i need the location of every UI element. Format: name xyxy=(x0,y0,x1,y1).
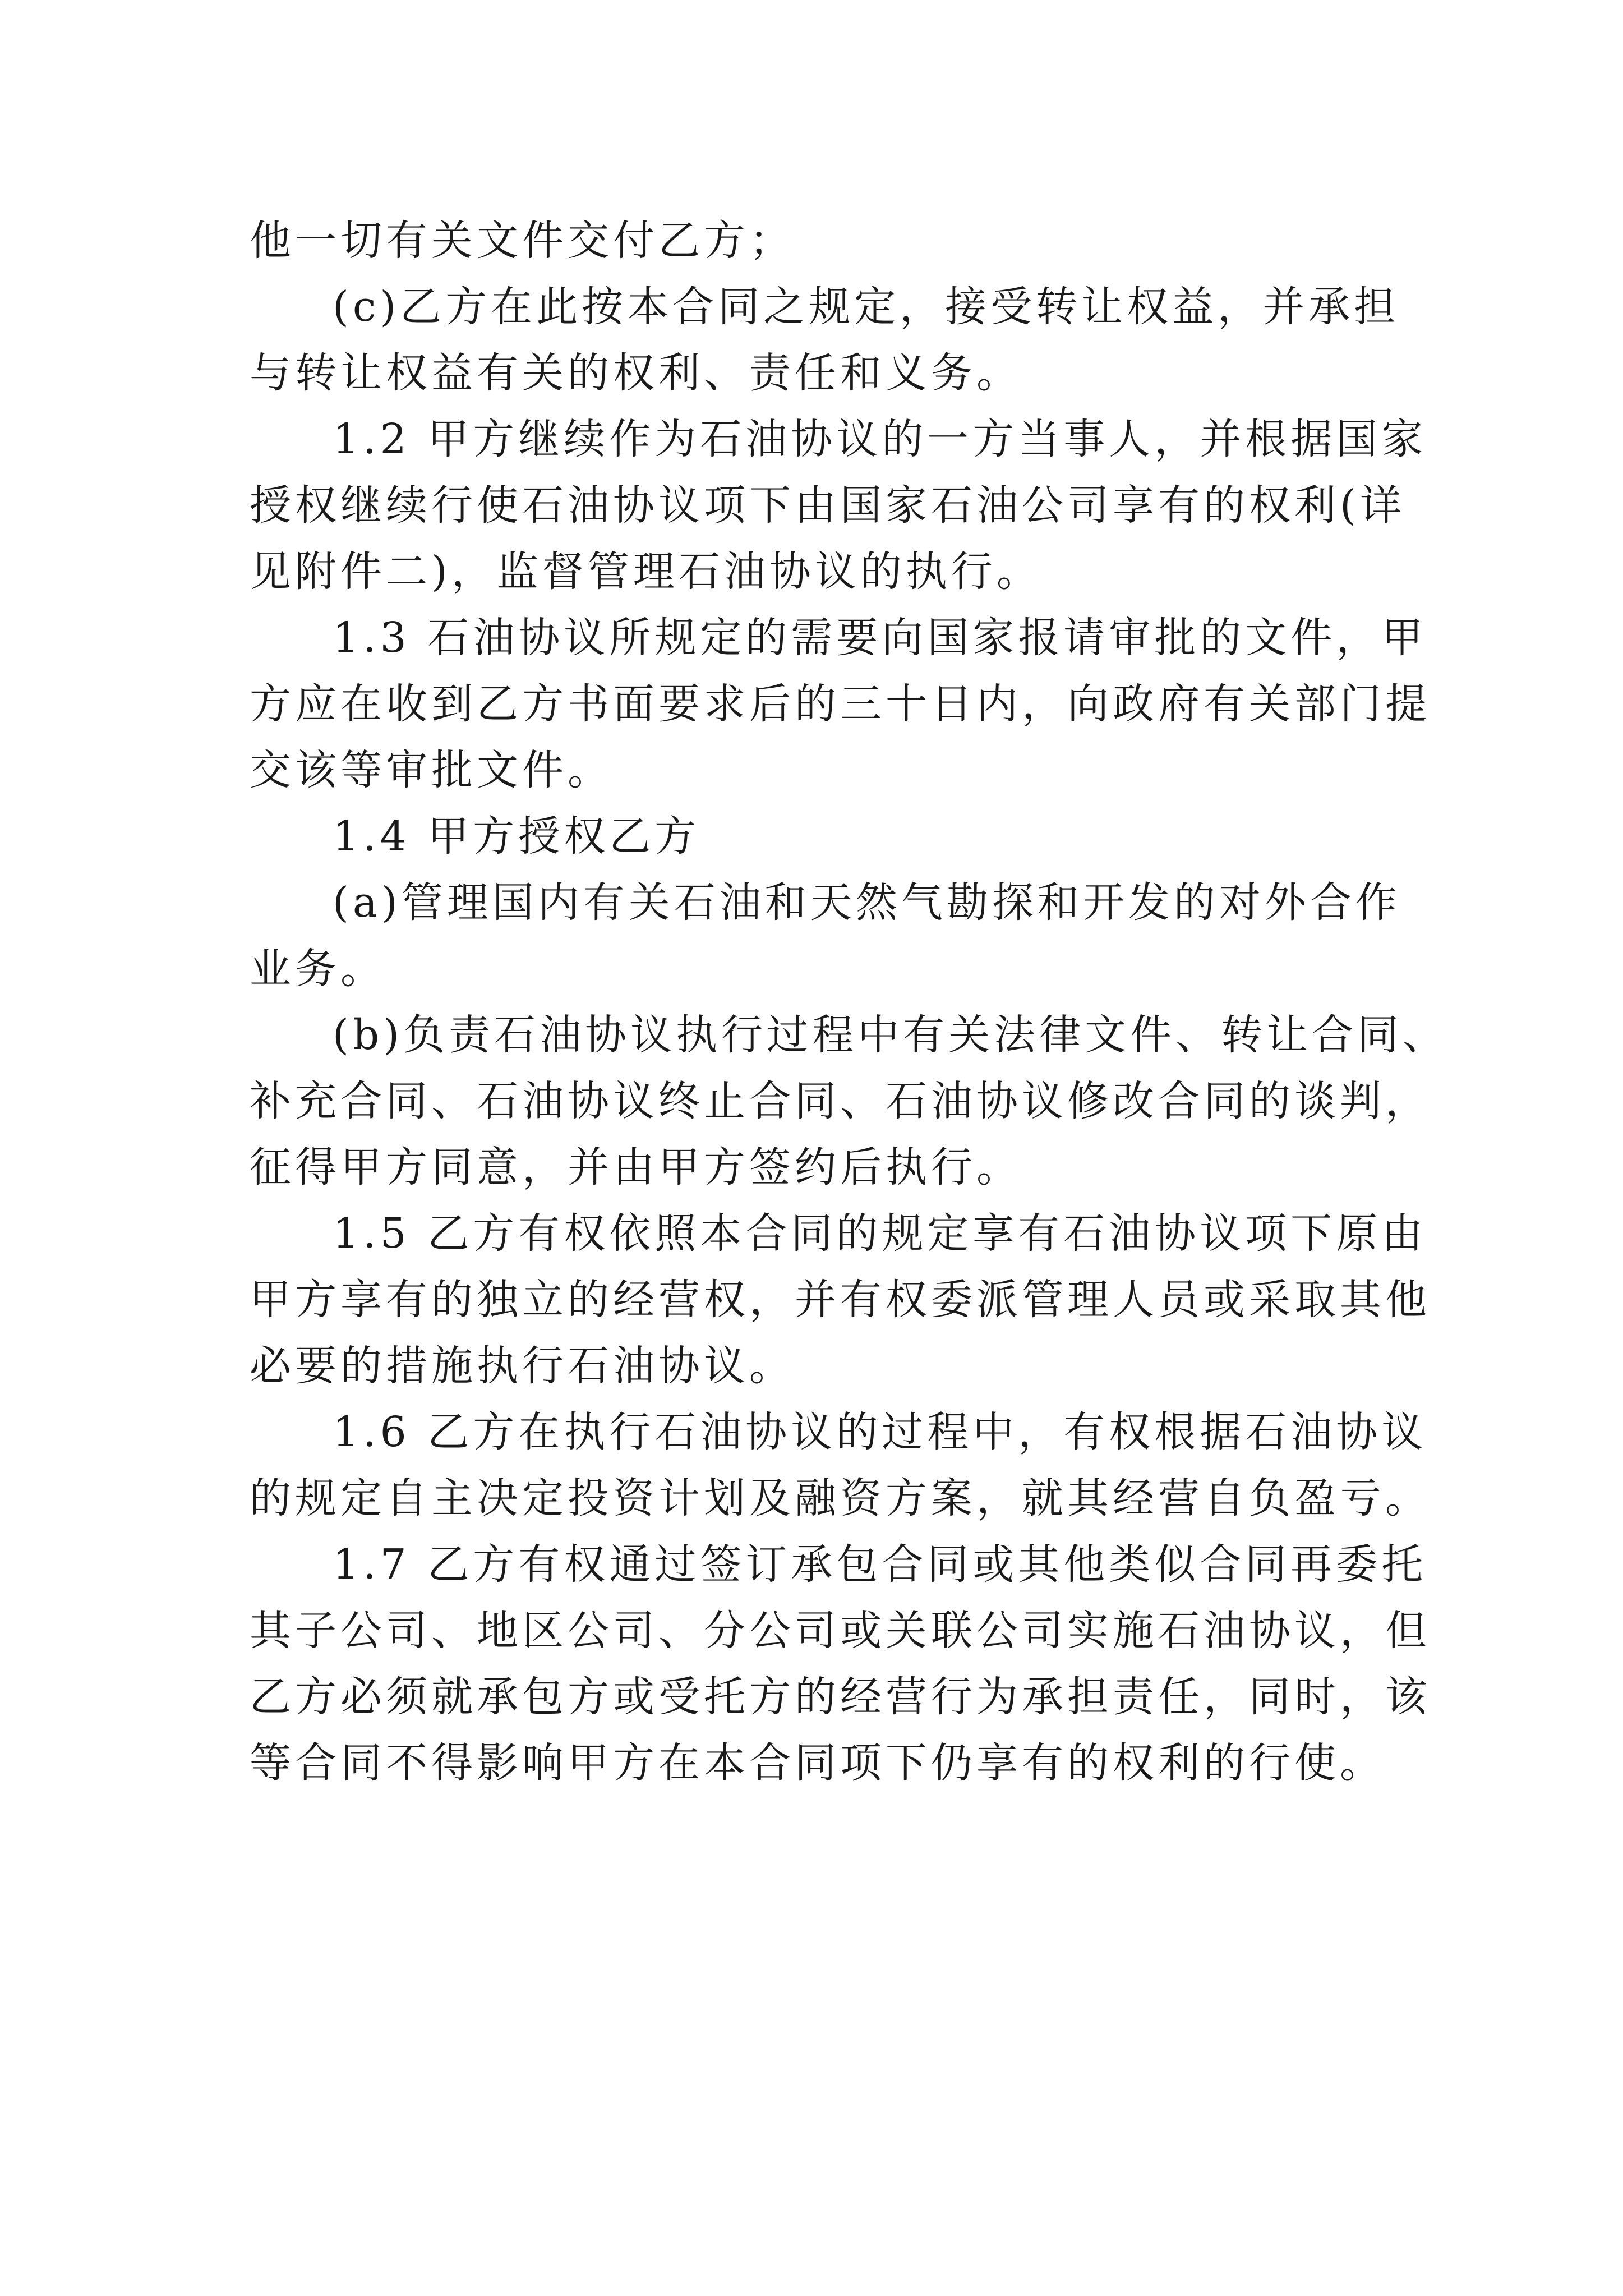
text-line: 方应在收到乙方书面要求后的三十日内，向政府有关部门提 xyxy=(250,680,1431,728)
text-line: 必要的措施执行石油协议。 xyxy=(250,1342,795,1390)
text-line: 补充合同、石油协议终止合同、石油协议修改合同的谈判， xyxy=(250,1077,1431,1125)
text-line: (b)负责石油协议执行过程中有关法律文件、转让合同、 xyxy=(333,1011,1449,1059)
body-text xyxy=(250,208,1449,1796)
text-line: 乙方必须就承包方或受托方的经营行为承担责任，同时，该 xyxy=(250,1673,1431,1721)
text-line: 的规定自主决定投资计划及融资方案，就其经营自负盈亏。 xyxy=(250,1474,1431,1522)
text-line: 1.3 石油协议所规定的需要向国家报请审批的文件，甲 xyxy=(333,614,1427,662)
text-line: 业务。 xyxy=(250,945,386,993)
text-line: 1.2 甲方继续作为石油协议的一方当事人，并根据国家 xyxy=(333,415,1427,463)
text-line: 见附件二)，监督管理石油协议的执行。 xyxy=(250,547,1042,596)
text-line: 他一切有关文件交付乙方； xyxy=(250,217,795,265)
text-line: 甲方享有的独立的经营权，并有权委派管理人员或采取其他 xyxy=(250,1276,1431,1324)
text-line: (c)乙方在此按本合同之规定，接受转让权益，并承担 xyxy=(333,283,1400,331)
text-line: 授权继续行使石油协议项下由国家石油公司享有的权利(详 xyxy=(250,481,1405,530)
text-line: 1.5 乙方有权依照本合同的规定享有石油协议项下原由 xyxy=(333,1209,1427,1258)
text-line: 等合同不得影响甲方在本合同项下仍享有的权利的行使。 xyxy=(250,1739,1385,1787)
text-line: 1.6 乙方在执行石油协议的过程中，有权根据石油协议 xyxy=(333,1408,1427,1456)
text-line: 1.7 乙方有权通过签订承包合同或其他类似合同再委托 xyxy=(333,1540,1427,1589)
text-line: 交该等审批文件。 xyxy=(250,746,613,794)
text-line: 与转让权益有关的权利、责任和义务。 xyxy=(250,349,1022,397)
text-line: 1.4 甲方授权乙方 xyxy=(333,812,700,861)
text-line: (a)管理国内有关石油和天然气勘探和开发的对外合作 xyxy=(333,878,1401,927)
text-line: 其子公司、地区公司、分公司或关联公司实施石油协议，但 xyxy=(250,1607,1431,1655)
text-line: 征得甲方同意，并由甲方签约后执行。 xyxy=(250,1143,1022,1191)
